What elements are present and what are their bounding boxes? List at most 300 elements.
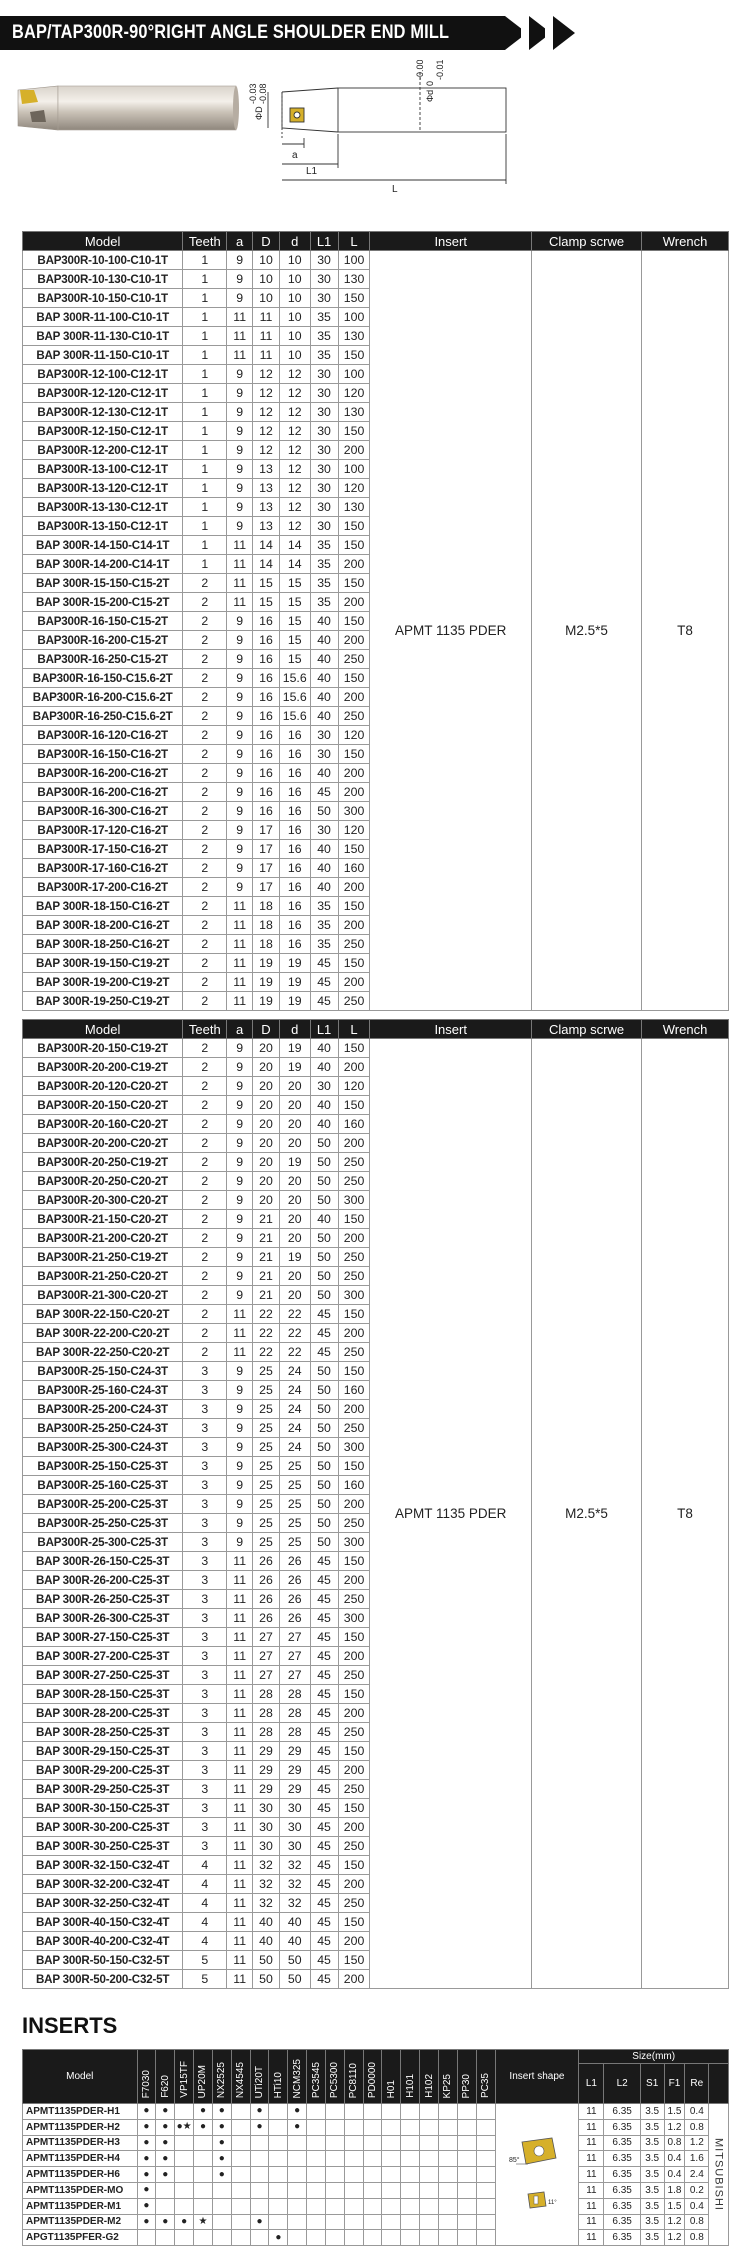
model-cell: BAP300R-20-160-C20-2T [23,1115,183,1134]
grade-mark [401,2119,420,2135]
value-cell: 26 [279,1571,310,1590]
grade-mark [363,2182,382,2198]
value-cell: 3 [183,1609,227,1628]
value-cell: 28 [279,1704,310,1723]
grade-mark [363,2167,382,2183]
value-cell: 20 [279,1096,310,1115]
svg-text:-0.015: -0.015 [435,60,445,80]
model-cell: BAP300R-13-120-C12-1T [23,479,183,498]
grade-mark: ● [250,2119,269,2135]
value-cell: 3 [183,1685,227,1704]
size-cell: 3.5 [640,2135,664,2151]
grade-mark: ● [250,2104,269,2120]
value-cell: 50 [279,1951,310,1970]
value-cell: 30 [310,821,338,840]
value-cell: 250 [338,650,370,669]
value-cell: 10 [279,308,310,327]
grade-mark [156,2182,175,2198]
value-cell: 26 [279,1590,310,1609]
size-cell: 11 [579,2198,604,2214]
size-cell: 11 [579,2182,604,2198]
grade-mark: ● [156,2104,175,2120]
value-cell: 11 [227,1723,253,1742]
value-cell: 40 [310,612,338,631]
value-cell: 250 [338,1590,370,1609]
grade-mark [401,2135,420,2151]
insert-row [23,2182,729,2198]
value-cell: 25 [253,1514,280,1533]
value-cell: 15.6 [279,707,310,726]
grade-mark [420,2198,439,2214]
value-cell: 11 [227,1818,253,1837]
value-cell: 30 [279,1818,310,1837]
value-cell: 250 [338,1723,370,1742]
value-cell: 40 [310,1210,338,1229]
value-cell: 11 [227,555,253,574]
value-cell: 2 [183,840,227,859]
model-cell: BAP 300R-40-150-C32-4T [23,1913,183,1932]
value-cell: 12 [279,517,310,536]
value-cell: 20 [253,1096,280,1115]
value-cell: 2 [183,631,227,650]
value-cell: 4 [183,1875,227,1894]
grade-mark: ● [137,2135,156,2151]
value-cell: 3 [183,1628,227,1647]
value-cell: 9 [227,422,253,441]
column-header: Wrench [642,232,729,251]
grade-mark [439,2182,458,2198]
value-cell: 250 [338,1248,370,1267]
grade-mark [344,2167,363,2183]
model-cell: BAP 300R-28-200-C25-3T [23,1704,183,1723]
value-cell: 250 [338,1172,370,1191]
value-cell: 120 [338,1077,370,1096]
value-cell: 50 [310,1191,338,1210]
clamp-cell: M2.5*5 [531,251,641,1011]
grade-mark [269,2135,288,2151]
grade-mark [269,2151,288,2167]
grade-mark [439,2198,458,2214]
model-cell: BAP 300R-50-150-C32-5T [23,1951,183,1970]
grade-header [156,2050,175,2104]
value-cell: 12 [279,441,310,460]
grade-mark: ● [137,2167,156,2183]
value-cell: 11 [253,308,280,327]
size-cell: 0.8 [685,2119,709,2135]
value-cell: 3 [183,1381,227,1400]
grade-mark: ● [156,2151,175,2167]
column-header: Clamp scrwe [531,232,641,251]
model-cell: BAP300R-16-200-C16-2T [23,764,183,783]
value-cell: 9 [227,1419,253,1438]
model-cell: BAP300R-12-150-C12-1T [23,422,183,441]
value-cell: 45 [310,1780,338,1799]
column-header: L1 [310,232,338,251]
model-cell: BAP300R-16-250-C15.6-2T [23,707,183,726]
grade-header [439,2050,458,2104]
value-cell: 11 [227,327,253,346]
value-cell: 29 [279,1780,310,1799]
wrench-cell: T8 [642,251,729,1011]
value-cell: 2 [183,1172,227,1191]
value-cell: 29 [279,1742,310,1761]
value-cell: 25 [253,1419,280,1438]
value-cell: 10 [279,251,310,270]
model-cell: BAP 300R-14-200-C14-1T [23,555,183,574]
value-cell: 1 [183,403,227,422]
value-cell: 9 [227,802,253,821]
grade-mark [476,2119,495,2135]
value-cell: 24 [279,1438,310,1457]
value-cell: 40 [310,840,338,859]
grade-mark: ● [156,2119,175,2135]
grade-mark [194,2135,213,2151]
value-cell: 20 [279,1077,310,1096]
value-cell: 29 [253,1761,280,1780]
value-cell: 19 [253,954,280,973]
value-cell: 16 [253,631,280,650]
model-cell: BAP 300R-28-150-C25-3T [23,1685,183,1704]
value-cell: 45 [310,1799,338,1818]
value-cell: 9 [227,688,253,707]
grade-label: HTi10 [272,2071,284,2098]
value-cell: 9 [227,1457,253,1476]
value-cell: 11 [253,327,280,346]
value-cell: 300 [338,1609,370,1628]
value-cell: 9 [227,707,253,726]
value-cell: 150 [338,422,370,441]
value-cell: 11 [227,954,253,973]
value-cell: 200 [338,1571,370,1590]
grade-header [231,2050,250,2104]
insert-model-cell: APMT1135PDER-MO [23,2182,138,2198]
size-cell: 3.5 [640,2214,664,2230]
value-cell: 30 [310,289,338,308]
value-cell: 11 [227,1932,253,1951]
value-cell: 22 [253,1343,280,1362]
value-cell: 9 [227,1362,253,1381]
value-cell: 21 [253,1210,280,1229]
value-cell: 250 [338,1837,370,1856]
value-cell: 2 [183,1077,227,1096]
column-header: a [227,232,253,251]
value-cell: 1 [183,422,227,441]
grade-mark [288,2230,307,2246]
shape-angle-label: 85° [508,2157,520,2165]
grade-header [307,2050,326,2104]
grade-mark [439,2135,458,2151]
value-cell: 35 [310,327,338,346]
value-cell: 50 [310,1438,338,1457]
insert-row [23,2104,729,2120]
column-header: Insert [370,232,532,251]
model-cell: BAP300R-25-300-C25-3T [23,1533,183,1552]
model-cell: BAP 300R-19-200-C19-2T [23,973,183,992]
model-cell: BAP300R-21-250-C20-2T [23,1267,183,1286]
grade-mark: ● [156,2214,175,2230]
value-cell: 3 [183,1362,227,1381]
value-cell: 26 [279,1552,310,1571]
value-cell: 40 [310,631,338,650]
value-cell: 1 [183,308,227,327]
value-cell: 20 [279,1115,310,1134]
value-cell: 11 [227,1552,253,1571]
value-cell: 2 [183,1286,227,1305]
grade-header [457,2050,476,2104]
grade-mark [439,2167,458,2183]
value-cell: 12 [253,365,280,384]
model-cell: BAP 300R-15-150-C15-2T [23,574,183,593]
value-cell: 50 [310,1381,338,1400]
value-cell: 24 [279,1400,310,1419]
model-cell: BAP300R-20-150-C20-2T [23,1096,183,1115]
value-cell: 250 [338,1780,370,1799]
value-cell: 25 [253,1457,280,1476]
value-cell: 150 [338,346,370,365]
value-cell: 9 [227,859,253,878]
grade-mark [401,2182,420,2198]
svg-text:0: 0 [425,80,435,86]
value-cell: 15 [279,593,310,612]
value-cell: 200 [338,593,370,612]
grade-mark [307,2135,326,2151]
value-cell: 9 [227,251,253,270]
value-cell: 19 [279,1039,310,1058]
value-cell: 150 [338,1856,370,1875]
value-cell: 45 [310,992,338,1011]
model-cell: BAP300R-25-300-C24-3T [23,1438,183,1457]
grade-label: NX2525 [216,2061,228,2098]
value-cell: 11 [227,1970,253,1989]
grade-mark [325,2167,344,2183]
grade-label: F7030 [140,2069,152,2098]
grade-mark [401,2230,420,2246]
model-cell: BAP 300R-26-250-C25-3T [23,1590,183,1609]
size-cell: 6.35 [604,2135,640,2151]
value-cell: 14 [253,536,280,555]
size-cell: 11 [579,2104,604,2120]
value-cell: 22 [279,1324,310,1343]
value-cell: 35 [310,593,338,612]
value-cell: 30 [310,270,338,289]
grade-mark [288,2182,307,2198]
value-cell: 45 [310,954,338,973]
value-cell: 9 [227,460,253,479]
grade-mark [457,2214,476,2230]
grade-mark [307,2214,326,2230]
model-cell: BAP 300R-22-200-C20-2T [23,1324,183,1343]
model-cell: BAP300R-21-250-C19-2T [23,1248,183,1267]
grade-label: PC8110 [348,2062,360,2098]
value-cell: 16 [279,802,310,821]
grade-mark [457,2135,476,2151]
value-cell: 3 [183,1495,227,1514]
value-cell: 9 [227,1248,253,1267]
size-cell: 1.5 [664,2104,685,2120]
grade-mark [231,2214,250,2230]
value-cell: 25 [279,1514,310,1533]
value-cell: 160 [338,1476,370,1495]
value-cell: 15 [253,593,280,612]
grade-mark [288,2214,307,2230]
column-header: Model [23,1020,183,1039]
column-header: d [279,232,310,251]
value-cell: 120 [338,479,370,498]
size-cell: 3.5 [640,2167,664,2183]
model-cell: BAP 300R-40-200-C32-4T [23,1932,183,1951]
size-cell: 6.35 [604,2214,640,2230]
grade-header [382,2050,401,2104]
value-cell: 45 [310,1647,338,1666]
value-cell: 30 [253,1837,280,1856]
grade-mark [325,2135,344,2151]
grade-mark [457,2119,476,2135]
value-cell: 150 [338,1457,370,1476]
grade-mark [344,2135,363,2151]
value-cell: 28 [279,1685,310,1704]
grade-mark [194,2230,213,2246]
column-header: L [338,232,370,251]
value-cell: 2 [183,745,227,764]
grade-mark [439,2104,458,2120]
grade-header [137,2050,156,2104]
value-cell: 50 [310,1495,338,1514]
value-cell: 12 [279,365,310,384]
size-cell: 3.5 [640,2182,664,2198]
value-cell: 32 [253,1894,280,1913]
value-cell: 11 [227,1875,253,1894]
value-cell: 2 [183,1058,227,1077]
column-header: Insert [370,1020,532,1039]
grade-mark [175,2104,194,2120]
value-cell: 9 [227,384,253,403]
value-cell: 20 [253,1134,280,1153]
size-column-header: S1 [640,2064,664,2104]
grade-mark [231,2119,250,2135]
value-cell: 9 [227,289,253,308]
grade-header [363,2050,382,2104]
inserts-table [22,2049,729,2246]
insert-model-cell: APMT1135PDER-H2 [23,2119,138,2135]
value-cell: 35 [310,574,338,593]
value-cell: 150 [338,289,370,308]
value-cell: 9 [227,1400,253,1419]
model-cell: BAP300R-21-150-C20-2T [23,1210,183,1229]
grade-mark [439,2151,458,2167]
value-cell: 25 [253,1400,280,1419]
value-cell: 2 [183,764,227,783]
inserts-title: INSERTS [22,2013,118,2038]
size-cell: 0.8 [664,2135,685,2151]
size-cell: 6.35 [604,2167,640,2183]
dim-L: L [392,184,398,195]
grade-mark [420,2230,439,2246]
grade-mark: ● [156,2135,175,2151]
value-cell: 200 [338,1134,370,1153]
value-cell: 45 [310,1305,338,1324]
model-cell: BAP 300R-29-150-C25-3T [23,1742,183,1761]
value-cell: 40 [253,1913,280,1932]
value-cell: 16 [253,688,280,707]
value-cell: 50 [310,1248,338,1267]
value-cell: 11 [227,1742,253,1761]
model-cell: BAP300R-13-100-C12-1T [23,460,183,479]
value-cell: 100 [338,460,370,479]
insert-model-cell: APGT1135PFER-G2 [23,2230,138,2246]
value-cell: 250 [338,1514,370,1533]
chevron-right-icon [553,16,575,50]
grade-mark [325,2151,344,2167]
model-cell: BAP 300R-30-200-C25-3T [23,1818,183,1837]
value-cell: 200 [338,973,370,992]
value-cell: 16 [279,859,310,878]
value-cell: 15.6 [279,688,310,707]
value-cell: 16 [253,802,280,821]
size-cell: 11 [579,2119,604,2135]
size-cell: 3.5 [640,2230,664,2246]
grade-mark [363,2214,382,2230]
value-cell: 35 [310,916,338,935]
value-cell: 45 [310,1571,338,1590]
value-cell: 9 [227,650,253,669]
value-cell: 2 [183,1324,227,1343]
column-header: L [338,1020,370,1039]
value-cell: 45 [310,1761,338,1780]
grade-mark [307,2230,326,2246]
grade-mark [231,2104,250,2120]
grade-mark [382,2230,401,2246]
value-cell: 200 [338,1875,370,1894]
grade-mark [194,2167,213,2183]
size-cell: 6.35 [604,2230,640,2246]
model-cell: BAP300R-12-100-C12-1T [23,365,183,384]
grade-mark [457,2198,476,2214]
value-cell: 20 [253,1058,280,1077]
value-cell: 20 [253,1191,280,1210]
value-cell: 50 [310,1514,338,1533]
value-cell: 150 [338,1685,370,1704]
value-cell: 20 [253,1153,280,1172]
value-cell: 12 [279,498,310,517]
value-cell: 50 [253,1951,280,1970]
grade-mark: ● [137,2119,156,2135]
value-cell: 45 [310,1552,338,1571]
grade-mark [307,2119,326,2135]
grade-mark [175,2135,194,2151]
value-cell: 45 [310,1970,338,1989]
grade-mark [212,2198,231,2214]
value-cell: 17 [253,821,280,840]
page-header [0,0,750,66]
model-cell: BAP300R-16-150-C15-2T [23,612,183,631]
size-cell: 3.5 [640,2151,664,2167]
value-cell: 3 [183,1533,227,1552]
value-cell: 13 [253,517,280,536]
value-cell: 9 [227,479,253,498]
value-cell: 35 [310,536,338,555]
value-cell: 150 [338,897,370,916]
model-cell: BAP300R-20-300-C20-2T [23,1191,183,1210]
value-cell: 11 [227,1856,253,1875]
size-column-header: Re [685,2064,709,2104]
value-cell: 40 [279,1913,310,1932]
value-cell: 50 [310,802,338,821]
value-cell: 21 [253,1267,280,1286]
value-cell: 25 [253,1438,280,1457]
size-cell: 6.35 [604,2182,640,2198]
grade-header [269,2050,288,2104]
grade-label: PP30 [461,2073,473,2098]
